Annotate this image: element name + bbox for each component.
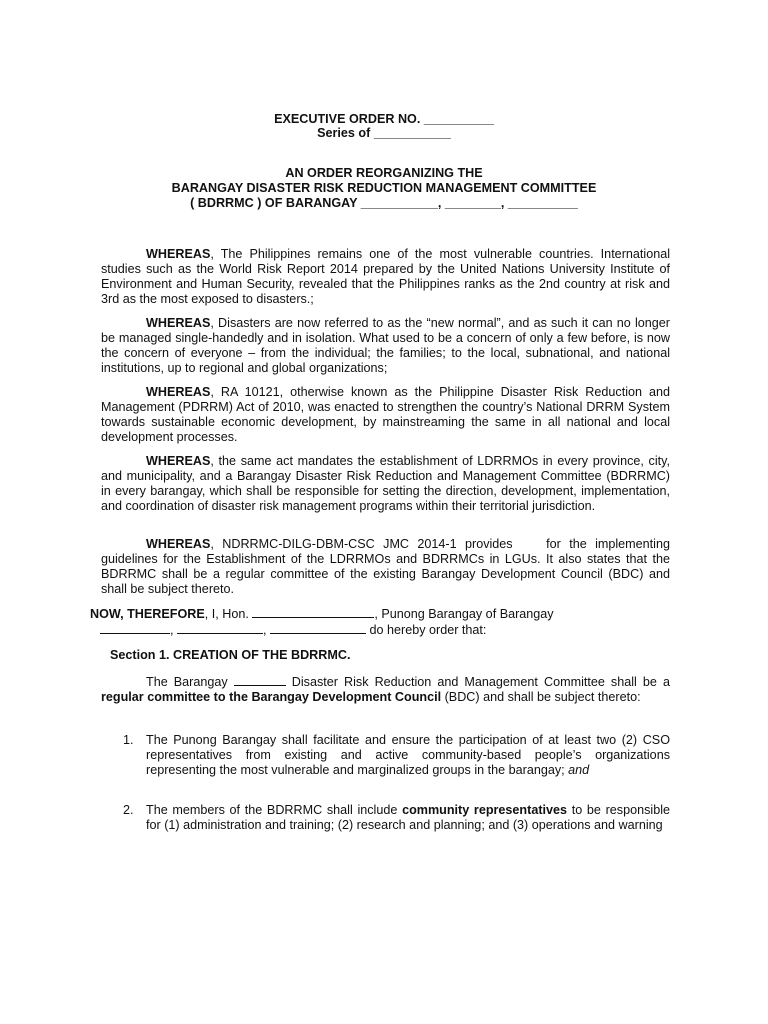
whereas-paragraph-4 bbox=[101, 454, 670, 514]
whereas-paragraph-2 bbox=[101, 316, 670, 376]
whereas-lead: WHEREAS bbox=[146, 454, 211, 468]
item-text: The Punong Barangay shall facilitate and ensure the participation of at least two (2) CSO representatives from existing and active community-based people’s organizations representing the most vulnerable and marginalized groups in the barangay; bbox=[146, 733, 670, 777]
item-text: to be responsible for (1) administration and training; (2) research and planning; and (3) operations and warning bbox=[146, 803, 670, 832]
list-item-number: 1. bbox=[123, 733, 134, 747]
list-item-text bbox=[146, 803, 670, 833]
heading-line-3: ( BDRRMC ) OF BARANGAY ___________, ________, __________ bbox=[190, 196, 578, 210]
item-text: The members of the BDRRMC shall include bbox=[146, 803, 403, 817]
whereas-text: , The Philippines remains one of the most vulnerable countries. International studies such as the World Risk Report 2014 prepared by the United Nations University Institute of Environment and Human Security, revealed that the Philippines ranks as the 2nd country at risk and 3rd as the most exposed to disasters.; bbox=[101, 247, 670, 306]
list-item bbox=[123, 803, 670, 833]
whereas-text: , Disasters are now referred to as the “new normal”, and as such it can no longer be managed single-handedly and in isolation. What used to be a concern of only a few before, is now the concern of everyone – from the individual; the families; to the local, subnational, and national institutions, up to regional and global organizations; bbox=[101, 316, 670, 375]
item-italic-text: and bbox=[568, 763, 590, 777]
now-therefore-paragraph bbox=[90, 606, 690, 638]
section-text: The Barangay bbox=[146, 675, 234, 689]
whereas-text: , the same act mandates the establishment of LDRRMOs in every province, city, and municipality, and a Barangay Disaster Risk Reduction and Management Committee (BDRRMC) in every barangay, which shall be responsible for setting the direction, development, implementation, and coordination of disaster risk management programs within their territorial jurisdiction. bbox=[101, 454, 670, 513]
now-therefore-line-1 bbox=[90, 606, 690, 622]
whereas-text: , NDRRMC-DILG-DBM-CSC JMC 2014-1 provides for the implementing guidelines for the Establishment of the LDRRMOs and BDRRMCs in LGUs. It also states that the BDRRMC shall be a regular committee of the existing Barangay Development Council (BDC) and shall be subject thereto. bbox=[101, 537, 674, 596]
now-therefore-text: , I, Hon. bbox=[204, 607, 253, 621]
order-title: EXECUTIVE ORDER NO. __________ bbox=[274, 112, 494, 126]
whereas-lead: WHEREAS bbox=[146, 247, 211, 261]
now-therefore-text: do hereby order that: bbox=[366, 623, 487, 637]
now-therefore-line-2 bbox=[90, 622, 690, 638]
section-1-title: Section 1. CREATION OF THE BDRRMC. bbox=[110, 648, 351, 662]
whereas-paragraph-5 bbox=[101, 537, 674, 597]
municipality-blank bbox=[177, 622, 263, 634]
item-bold-text: community representatives bbox=[402, 803, 568, 817]
whereas-lead: WHEREAS bbox=[146, 316, 211, 330]
name-blank bbox=[252, 606, 374, 618]
list-item-text bbox=[146, 733, 670, 778]
barangay-blank bbox=[100, 622, 170, 634]
list-item bbox=[123, 733, 670, 778]
section-bold-text: regular committee to the Barangay Development Council bbox=[101, 690, 442, 704]
section-text: (BDC) and shall be subject thereto: bbox=[441, 690, 641, 704]
province-blank bbox=[270, 622, 366, 634]
whereas-lead: WHEREAS bbox=[146, 537, 211, 551]
now-therefore-text: , bbox=[263, 623, 270, 637]
section-text: Disaster Risk Reduction and Management Committee shall be a bbox=[285, 675, 674, 689]
now-therefore-lead: NOW, THEREFORE bbox=[90, 607, 205, 621]
now-therefore-text: , bbox=[170, 623, 177, 637]
order-series: Series of ___________ bbox=[317, 126, 451, 140]
heading-line-1: AN ORDER REORGANIZING THE bbox=[285, 166, 483, 180]
whereas-text: , RA 10121, otherwise known as the Philippine Disaster Risk Reduction and Management (PDRRM) Act of 2010, was enacted to strengthen the country’s National DRRM System towards sustainable economic development, by mainstreaming the same in all national and local development processes. bbox=[101, 385, 670, 444]
now-therefore-text: , Punong Barangay of Barangay bbox=[374, 607, 554, 621]
whereas-paragraph-1 bbox=[101, 247, 670, 307]
list-item-number: 2. bbox=[123, 803, 134, 817]
heading-line-2: BARANGAY DISASTER RISK REDUCTION MANAGEMENT COMMITTEE bbox=[171, 181, 597, 195]
section-1-paragraph bbox=[101, 674, 674, 705]
whereas-lead: WHEREAS bbox=[146, 385, 211, 399]
barangay-name-blank bbox=[234, 674, 286, 686]
whereas-paragraph-3 bbox=[101, 385, 670, 445]
